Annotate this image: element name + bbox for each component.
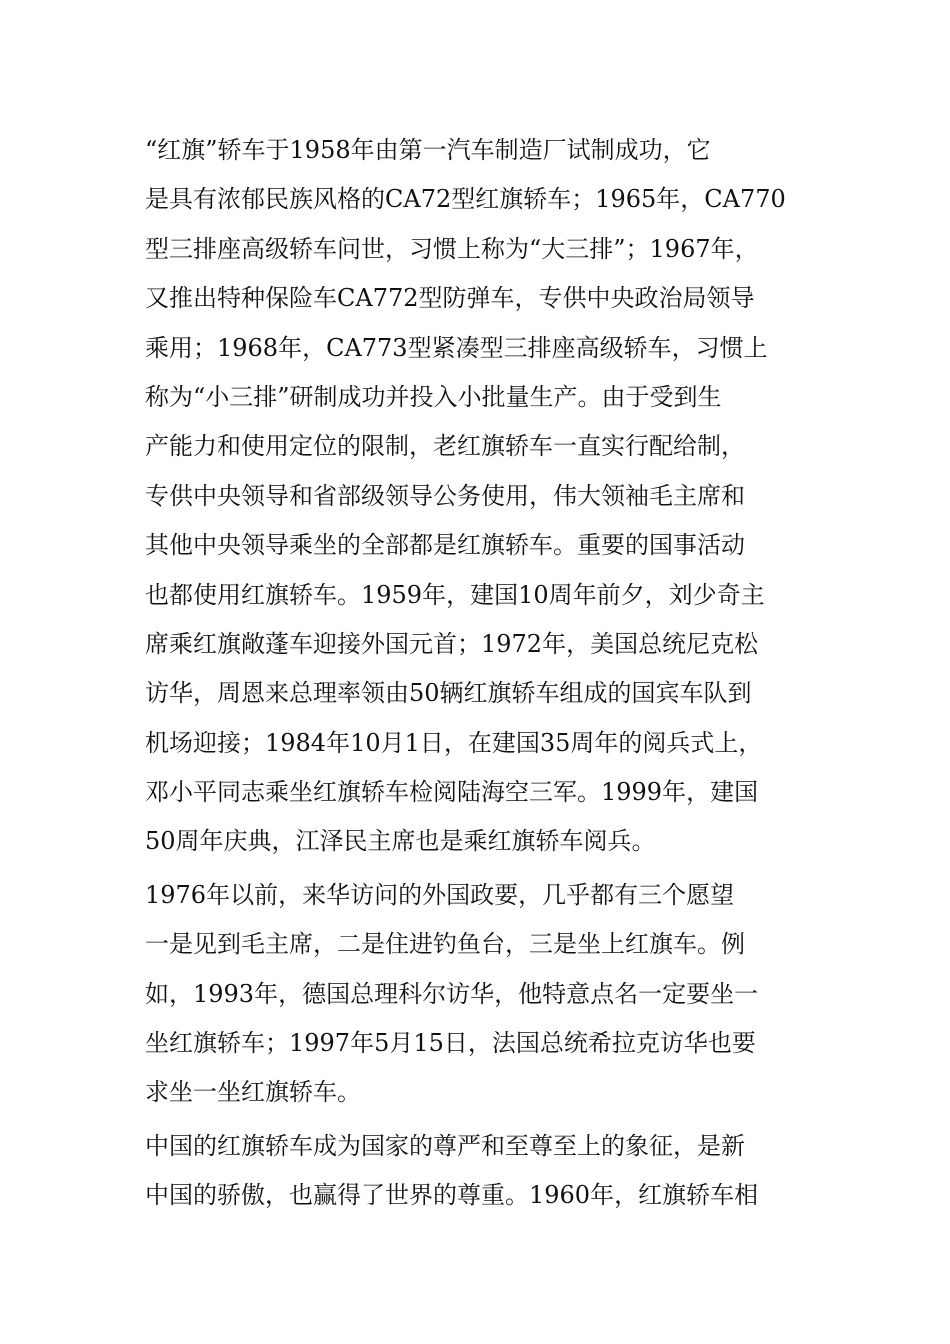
text-line: 中国的骄傲，也赢得了世界的尊重。1960年，红旗轿车相 (145, 1181, 759, 1210)
text-line: 其他中央领导乘坐的全部都是红旗轿车。重要的国事活动 (145, 531, 745, 560)
text-line: 也都使用红旗轿车。1959年，建国10周年前夕，刘少奇主 (145, 580, 765, 609)
text-line: 求坐一坐红旗轿车。 (145, 1078, 361, 1107)
text-line: 访华，周恩来总理率领由50辆红旗轿车组成的国宾车队到 (145, 679, 752, 708)
text-line: 机场迎接；1984年10月1日，在建国35周年的阅兵式上， (145, 728, 763, 757)
paragraph-2 (145, 871, 815, 1118)
text-line: 一是见到毛主席，二是住进钓鱼台，三是坐上红旗车。例 (145, 930, 745, 959)
text-line: 称为“小三排”研制成功并投入小批量生产。由于受到生 (145, 382, 722, 411)
text-line: 产能力和使用定位的限制，老红旗轿车一直实行配给制， (145, 432, 745, 461)
paragraph-1 (145, 126, 815, 867)
text-line: 型三排座高级轿车问世，习惯上称为“大三排”；1967年， (145, 234, 759, 263)
document-body (145, 126, 815, 1221)
paragraph-3 (145, 1122, 815, 1221)
text-line: 如，1993年，德国总理科尔访华，他特意点名一定要坐一 (145, 979, 759, 1008)
text-line: 专供中央领导和省部级领导公务使用，伟大领袖毛主席和 (145, 481, 745, 510)
text-line: 中国的红旗轿车成为国家的尊严和至尊至上的象征，是新 (145, 1131, 745, 1160)
text-line: 50周年庆典，江泽民主席也是乘红旗轿车阅兵。 (145, 827, 656, 856)
text-line: 1976年以前，来华访问的外国政要，几乎都有三个愿望 (145, 880, 735, 909)
text-line: 又推出特种保险车CA772型防弹车，专供中央政治局领导 (145, 284, 755, 313)
text-line: 是具有浓郁民族风格的CA72型红旗轿车；1965年，CA770 (145, 185, 786, 214)
text-line: “红旗”轿车于1958年由第一汽车制造厂试制成功，它 (145, 136, 711, 164)
text-line: 乘用；1968年，CA773型紧凑型三排座高级轿车，习惯上 (145, 333, 768, 362)
text-line: 席乘红旗敞蓬车迎接外国元首；1972年，美国总统尼克松 (145, 629, 759, 658)
text-line: 邓小平同志乘坐红旗轿车检阅陆海空三军。1999年，建国 (145, 778, 759, 807)
text-line: 坐红旗轿车；1997年5月15日，法国总统希拉克访华也要 (145, 1029, 756, 1058)
